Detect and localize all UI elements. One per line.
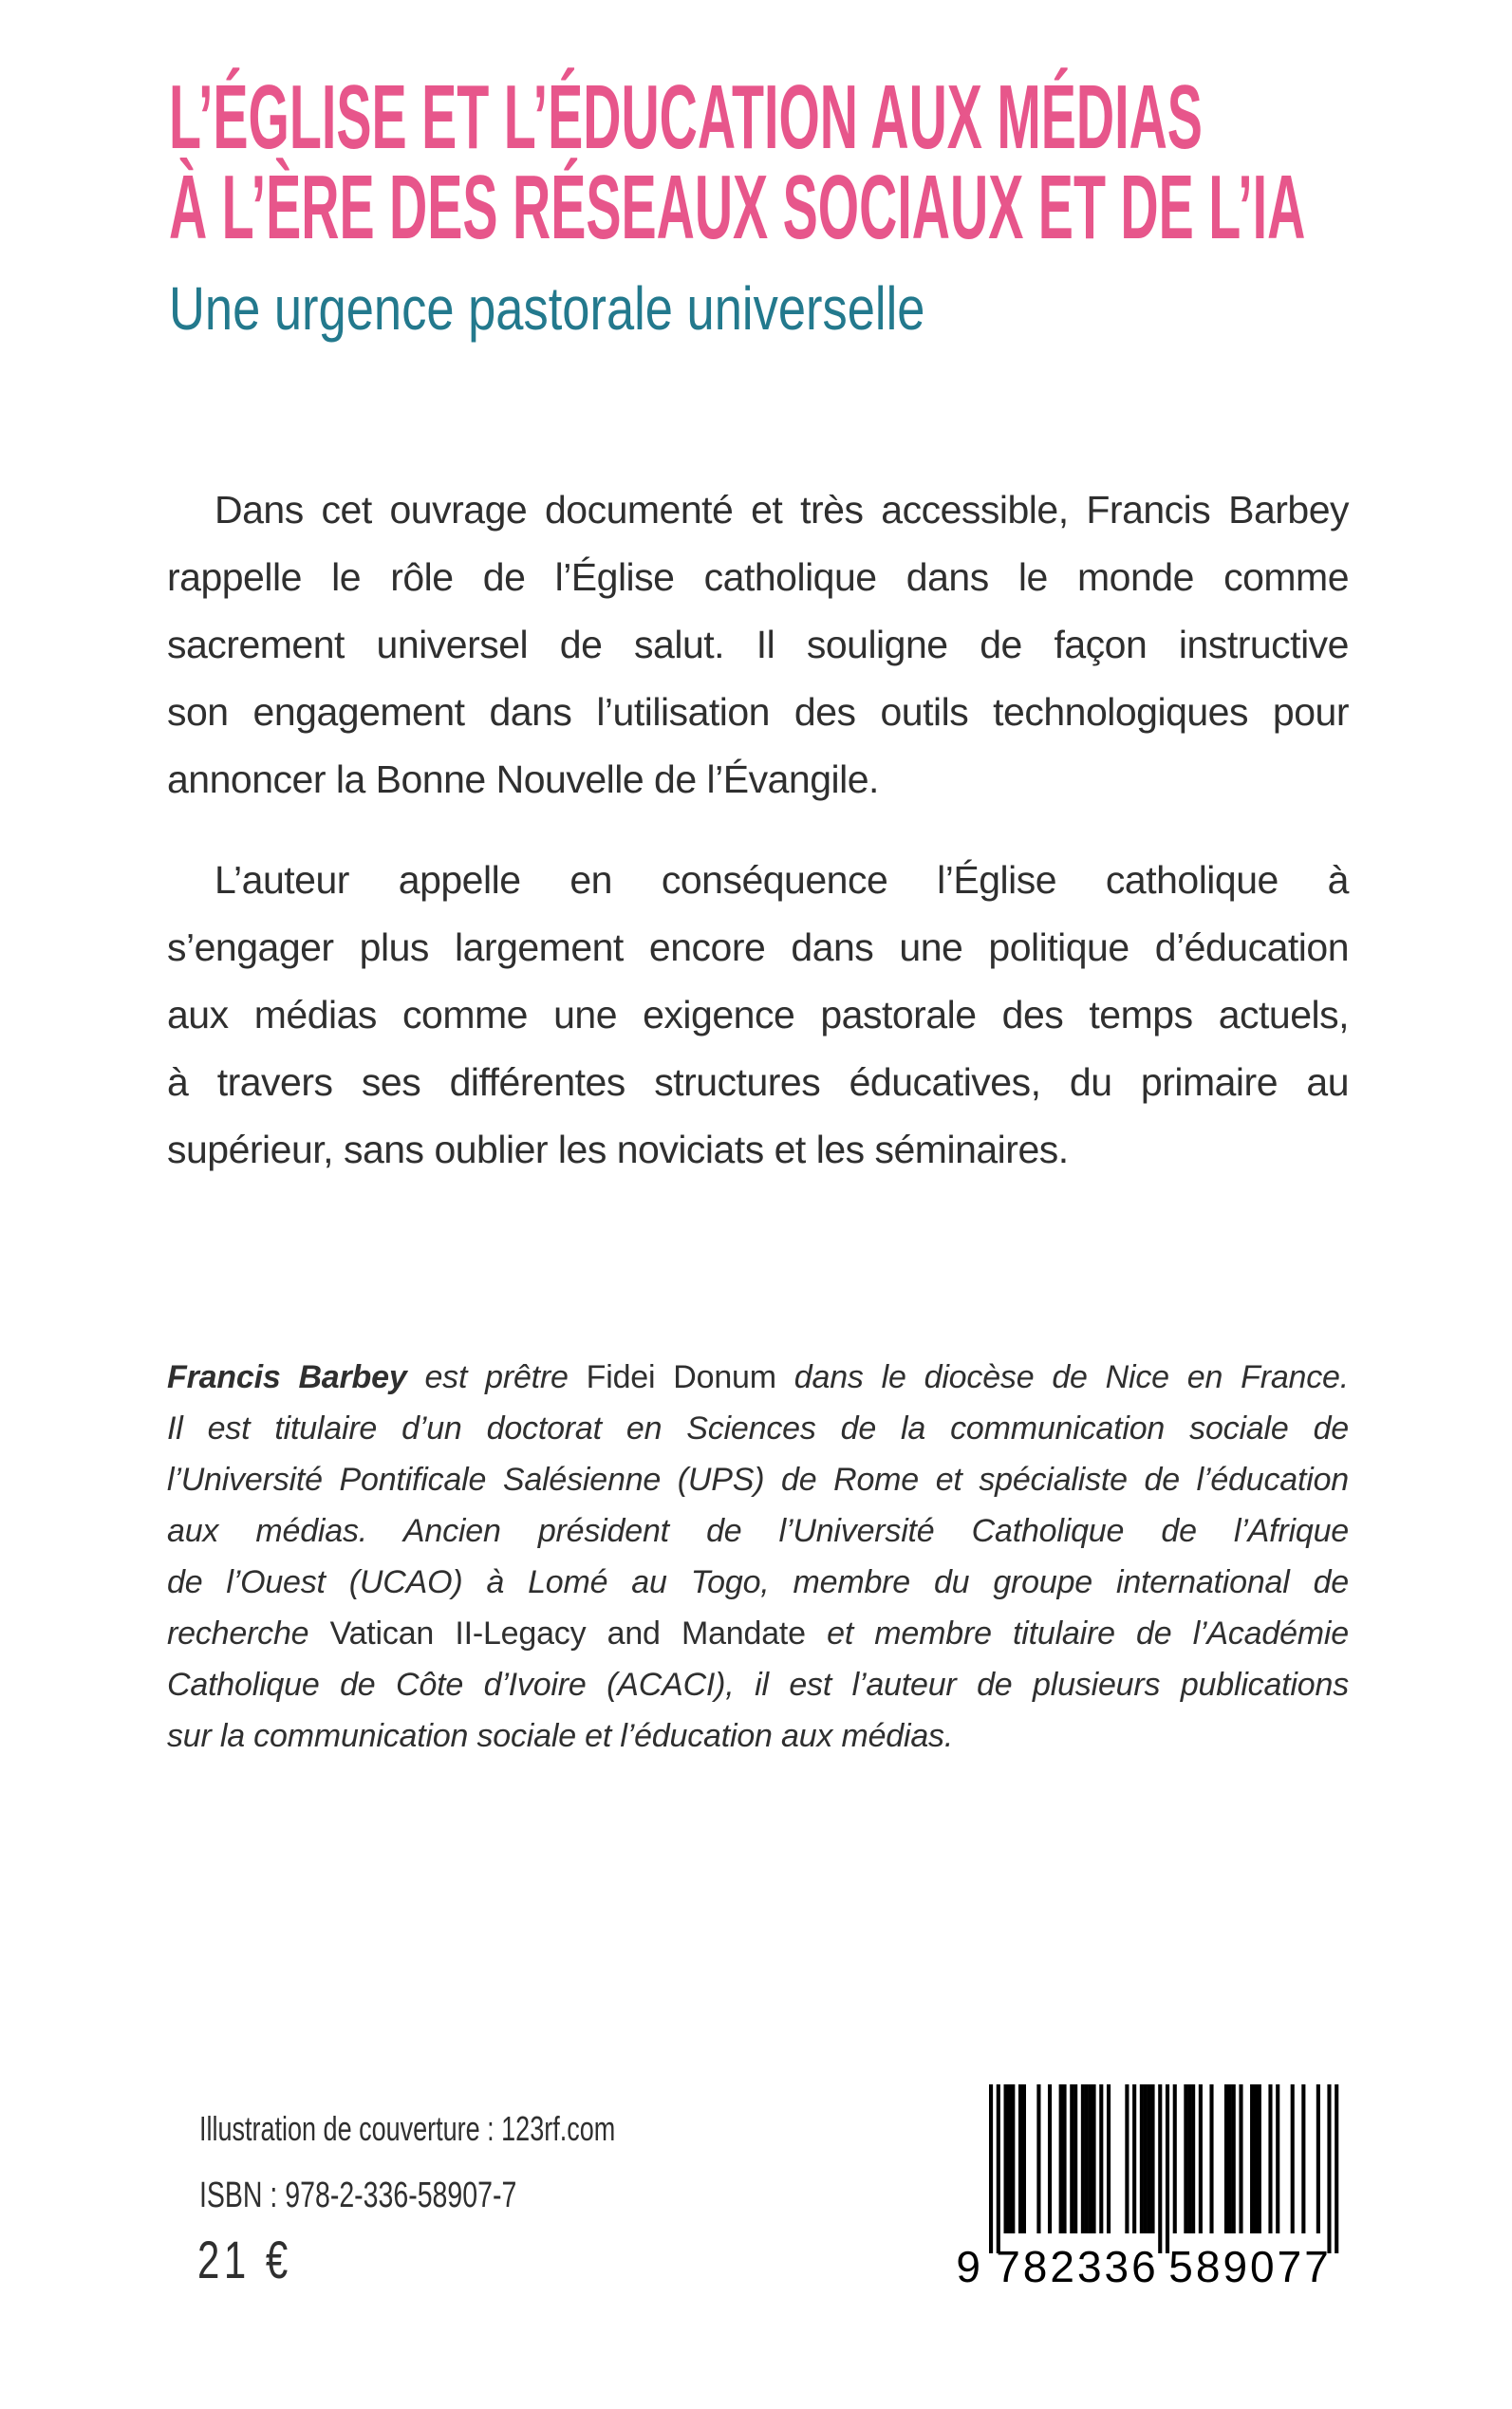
bio-line bbox=[167, 1505, 1349, 1557]
text-line: sacrement universel de salut. Il souligne de façon instructive bbox=[167, 623, 1349, 666]
book-title bbox=[169, 66, 1512, 258]
text-line: annoncer la Bonne Nouvelle de l’Évangile. bbox=[167, 757, 879, 801]
author-bio bbox=[167, 1352, 1349, 1762]
bio-segment: et membre titulaire de l’Académie bbox=[805, 1615, 1349, 1652]
bio-line bbox=[167, 1608, 1349, 1659]
bio-segment: Vatican II-Legacy and Mandate bbox=[329, 1615, 806, 1652]
bio-segment: aux médias. Ancien président de l’Université Catholique de l’Afrique bbox=[167, 1513, 1349, 1549]
text-line: rappelle le rôle de l’Église catholique dans le monde comme bbox=[167, 555, 1349, 599]
text-line: L’auteur appelle en conséquence l’Église catholique à bbox=[215, 858, 1349, 902]
bio-segment: sur la communication sociale et l’éducation aux médias. bbox=[167, 1718, 954, 1754]
bio-line bbox=[167, 1710, 1349, 1762]
bio-segment: Catholique de Côte d’Ivoire (ACACI), il est l’auteur de plusieurs publications bbox=[167, 1667, 1349, 1703]
title-line-2: À L’ÈRE DES RÉSEAUX SOCIAUX ET DE L’IA bbox=[169, 157, 1306, 258]
bio-line bbox=[167, 1659, 1349, 1710]
book-subtitle: Une urgence pastorale universelle bbox=[169, 274, 925, 343]
ean13-barcode bbox=[949, 2084, 1367, 2293]
bio-line bbox=[167, 1403, 1349, 1454]
bio-segment: dans le diocèse de Nice en France. bbox=[775, 1359, 1349, 1395]
text-line: supérieur, sans oublier les noviciats et les séminaires. bbox=[167, 1128, 1069, 1171]
text-line: aux médias comme une exigence pastorale des temps actuels, bbox=[167, 993, 1349, 1036]
text-line: Dans cet ouvrage documenté et très accessible, Francis Barbey bbox=[215, 488, 1349, 532]
bio-segment: Fidei Donum bbox=[586, 1359, 776, 1395]
summary-paragraph-1 bbox=[167, 476, 1349, 813]
bio-segment: recherche bbox=[167, 1615, 330, 1652]
bio-segment: est prêtre bbox=[406, 1359, 587, 1395]
text-line: son engagement dans l’utilisation des outils technologiques pour bbox=[167, 690, 1349, 734]
bio-line bbox=[167, 1454, 1349, 1505]
barcode-digit-group: 782336 bbox=[996, 2242, 1159, 2291]
bio-segment: Francis Barbey bbox=[167, 1359, 407, 1395]
text-line: s’engager plus largement encore dans une politique d’éducation bbox=[167, 925, 1349, 969]
bio-segment: de l’Ouest (UCAO) à Lomé au Togo, membre du groupe international de bbox=[167, 1564, 1349, 1600]
price: 21 € bbox=[197, 2230, 292, 2289]
bio-line bbox=[167, 1352, 1349, 1403]
bio-segment: l’Université Pontificale Salésienne (UPS) de Rome et spécialiste de l’éducation bbox=[167, 1462, 1349, 1498]
bio-segment: Il est titulaire d’un doctorat en Sciences de la communication sociale de bbox=[167, 1410, 1349, 1447]
summary-paragraph-2 bbox=[167, 847, 1349, 1184]
isbn: ISBN : 978-2-336-58907-7 bbox=[199, 2176, 517, 2215]
cover-credit: Illustration de couverture : 123rf.com bbox=[199, 2109, 616, 2148]
title-line-1: L’ÉGLISE ET L’ÉDUCATION AUX MÉDIAS bbox=[169, 66, 1203, 168]
barcode-digit-group: 9 bbox=[956, 2242, 983, 2291]
barcode-digit-group: 589077 bbox=[1168, 2242, 1332, 2291]
bio-line bbox=[167, 1557, 1349, 1608]
text-line: à travers ses différentes structures éducatives, du primaire au bbox=[167, 1060, 1349, 1104]
